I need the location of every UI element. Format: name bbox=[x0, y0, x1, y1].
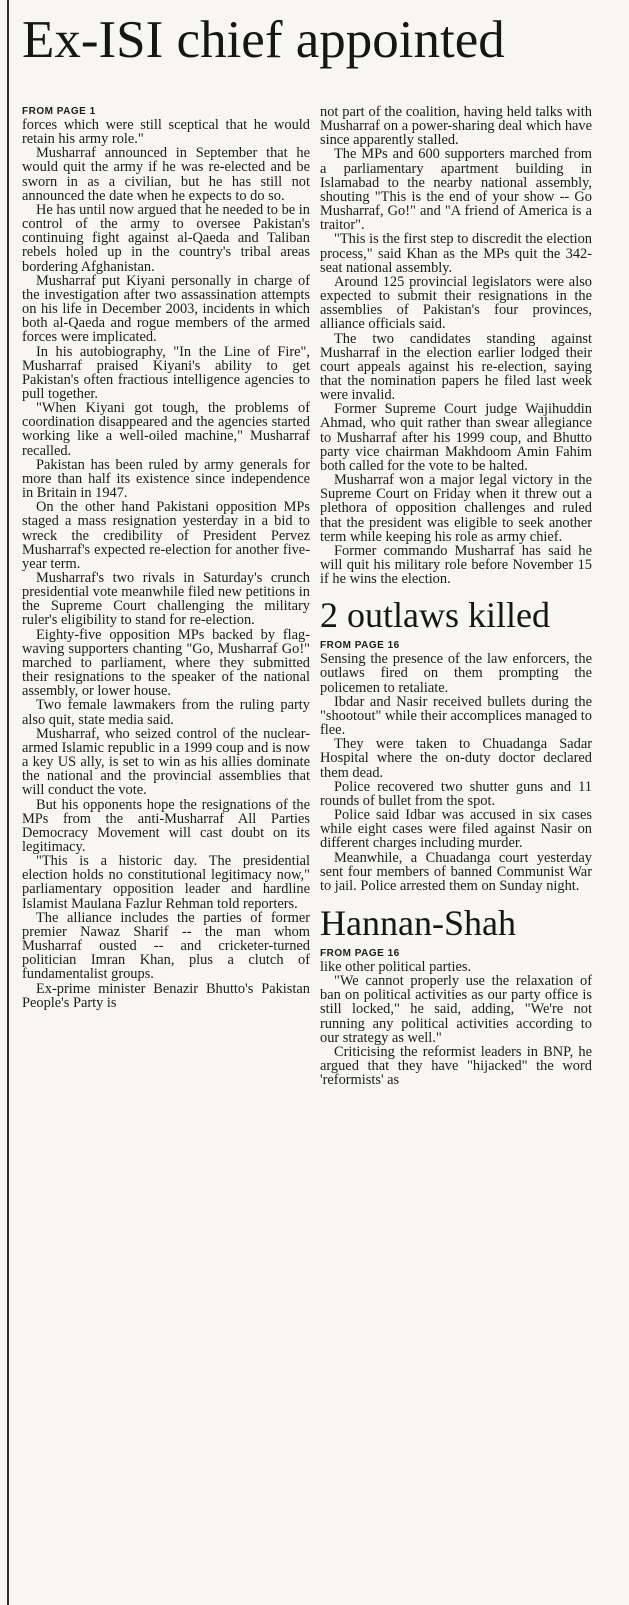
paragraph: Pakistan has been ruled by army generals for more than half its existence since independence in Britain in 1947. bbox=[22, 456, 310, 502]
paragraph: "This is a historic day. The presidential election holds no constitutional legitimacy now," parliamentary opposition leader and hardline Islamist Maulana Fazlur Rehman told reporters. bbox=[22, 853, 310, 912]
column-2 bbox=[320, 105, 592, 1087]
paragraph: Police recovered two shutter guns and 11 rounds of bullet from the spot. bbox=[320, 778, 592, 809]
story2-headline: 2 outlaws killed bbox=[320, 595, 550, 636]
paragraph: forces which were still sceptical that he would retain his army role." bbox=[22, 117, 310, 148]
paragraph: Former Supreme Court judge Wajihuddin Ahmad, who quit rather than swear allegiance to Musharraf after his 1999 coup, and Bhutto party vice chairman Makhdoom Amin Fahim both called for the vote to be halted. bbox=[320, 401, 592, 474]
paragraph: "This is the first step to discredit the election process," said Khan as the MPs quit the 342-seat national assembly. bbox=[320, 231, 592, 276]
main-story-column-1 bbox=[22, 105, 310, 1010]
paragraph: Criticising the reformist leaders in BNP, he argued that they have "hijacked" the word 'reformists' as bbox=[320, 1043, 592, 1089]
jump-line: FROM PAGE 16 bbox=[320, 947, 400, 959]
paragraph: Meanwhile, a Chuadanga court yesterday sent four members of banned Communist War to jail. Police arrested them on Sunday night. bbox=[320, 849, 592, 894]
paragraph: He has until now argued that he needed to be in control of the army to oversee Pakistan's continuing fight against al-Qaeda and Taliban rebels holed up in the country's tribal areas bordering Afghanistan. bbox=[22, 201, 310, 275]
paragraph: They were taken to Chuadanga Sadar Hospital where the on-duty doctor declared them dead. bbox=[320, 736, 592, 781]
paragraph: Musharraf announced in September that he would quit the army if he was re-elected and be sworn in as a civilian, but he has still not announced the date when he expects to do so. bbox=[22, 145, 310, 204]
paragraph: But his opponents hope the resignations of the MPs from the anti-Musharraf All Parties Democracy Movement will cast doubt on its legitimacy. bbox=[22, 796, 310, 855]
paragraph: Musharraf won a major legal victory in the Supreme Court on Friday when it threw out a plethora of opposition challenges and ruled that the president was eligible to seek another term while keeping his role as army chief. bbox=[320, 472, 592, 545]
paragraph: Eighty-five opposition MPs backed by flag-waving supporters chanting "Go, Musharraf Go!" marched to parliament, where they submitted their resignations to the speaker of the national assembly, or lower house. bbox=[22, 626, 310, 700]
paragraph: not part of the coalition, having held talks with Musharraf on a power-sharing deal which have since apparently stalled. bbox=[320, 104, 592, 149]
paragraph: "We cannot properly use the relaxation of ban on political activities as our party office is still locked," he said, adding, "We're not running any political activities according to our strategy as well." bbox=[320, 973, 592, 1046]
paragraph: Musharraf put Kiyani personally in charge of the investigation after two assassination attempts on his life in December 2003, incidents in which both al-Qaeda and rogue members of the armed forces were implicated. bbox=[22, 272, 310, 346]
paragraph: Former commando Musharraf has said he will quit his military role before November 15 if he wins the election. bbox=[320, 542, 592, 588]
paragraph: Musharraf, who seized control of the nuclear-armed Islamic republic in a 1999 coup and is now a key US ally, is set to win as his allies dominate the national and the provincial assemblies that will conduct the vote. bbox=[22, 725, 310, 799]
jump-line: FROM PAGE 1 bbox=[22, 106, 96, 117]
paragraph: In his autobiography, "In the Line of Fire", Musharraf praised Kiyani's ability to get Pakistan's often fractious intelligence agencies to pull together. bbox=[22, 343, 310, 402]
paragraph: Ibdar and Nasir received bullets during the "shootout" while their accomplices managed to flee. bbox=[320, 693, 592, 739]
paragraph: like other political parties. bbox=[320, 958, 472, 975]
column-rule bbox=[7, 0, 9, 1605]
paragraph: On the other hand Pakistani opposition MPs staged a mass resignation yesterday in a bid to wreck the credibility of President Pervez Musharraf's expected re-election for another five-year term. bbox=[22, 499, 310, 572]
paragraph: The MPs and 600 supporters marched from a parliamentary apartment building in Islamabad to the nearby national assembly, shouting "This is the end of your show -- Go Musharraf, Go!" and "A friend of America is a traitor". bbox=[320, 146, 592, 234]
paragraph: Ex-prime minister Benazir Bhutto's Pakistan People's Party is bbox=[22, 980, 310, 1011]
paragraph: Sensing the presence of the law enforcers, the outlaws fired on them prompting the policemen to retaliate. bbox=[320, 651, 592, 696]
paragraph: The two candidates standing against Musharraf in the election earlier lodged their court appeals against his re-election, saying that the nomination papers he filed last week were invalid. bbox=[320, 330, 592, 404]
paragraph: Police said Idbar was accused in six cases while eight cases were filed against Nasir on different charges including murder. bbox=[320, 807, 592, 852]
jump-line: FROM PAGE 16 bbox=[320, 640, 400, 652]
paragraph: Musharraf's two rivals in Saturday's crunch presidential vote meanwhile filed new petitions in the Supreme Court challenging the military ruler's eligibility to stand for re-election. bbox=[22, 570, 310, 629]
paragraph: Two female lawmakers from the ruling party also quit, state media said. bbox=[22, 697, 310, 728]
main-headline: Ex-ISI chief appointed bbox=[22, 11, 505, 69]
story3-headline: Hannan-Shah bbox=[320, 902, 516, 943]
paragraph: "When Kiyani got tough, the problems of coordination disappeared and the agencies started working like a well-oiled machine," Musharraf recalled. bbox=[22, 400, 310, 459]
paragraph: The alliance includes the parties of former premier Nawaz Sharif -- the man whom Musharraf ousted -- and cricketer-turned politician Imran Khan, plus a clutch of fundamentalist groups. bbox=[22, 909, 310, 983]
paragraph: Around 125 provincial legislators were also expected to submit their resignations in the assemblies of Pakistan's four provinces, alliance officials said. bbox=[320, 273, 592, 333]
